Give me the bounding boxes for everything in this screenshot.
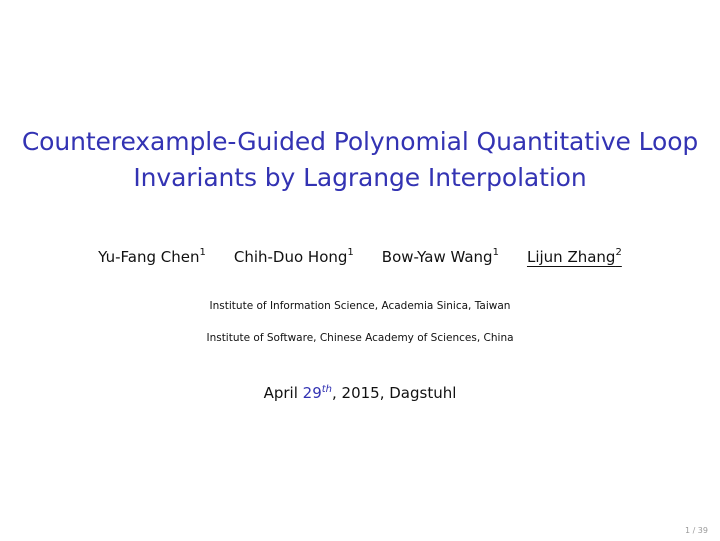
author-3-affiliation-mark: 1 [492, 247, 499, 258]
author-list [0, 243, 720, 268]
author-4-name: Lijun Zhang [526, 248, 616, 266]
author-2-name: Chih-Duo Hong [233, 248, 348, 266]
affiliation-2: Institute of Software, Chinese Academy of Sciences, China [206, 332, 514, 344]
author-1-affiliation-mark: 1 [199, 247, 206, 258]
date-month: April [263, 384, 298, 402]
author-4-presenter [527, 243, 622, 268]
date-day-number: 29 [302, 384, 322, 402]
author-2-affiliation-mark: 1 [347, 247, 354, 258]
author-4-affiliation-mark: 2 [615, 247, 622, 258]
title-line-2: Invariants by Lagrange Interpolation [133, 163, 587, 192]
presentation-date [0, 379, 720, 404]
author-3 [382, 243, 499, 268]
author-1-name: Yu-Fang Chen [98, 248, 200, 266]
author-1 [98, 243, 206, 268]
title-line-1: Counterexample-Guided Polynomial Quantitative Loop [21, 127, 699, 156]
affiliation-1: Institute of Information Science, Academia Sinica, Taiwan [209, 300, 511, 312]
page-number: 1 / 39 [684, 526, 708, 535]
author-3-name: Bow-Yaw Wang [381, 248, 493, 266]
date-rest: , 2015, Dagstuhl [332, 384, 457, 402]
date-day [303, 384, 332, 402]
date-day-suffix: th [321, 384, 333, 395]
author-2 [234, 243, 354, 268]
